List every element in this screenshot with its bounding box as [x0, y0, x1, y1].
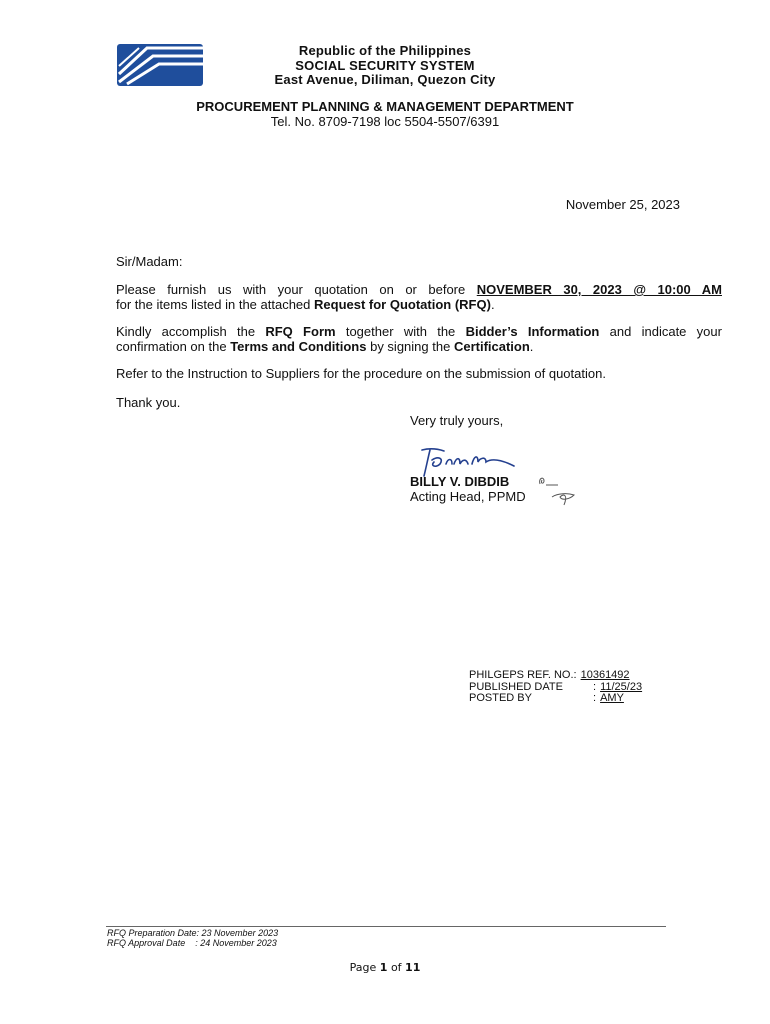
bidders-information: Bidder’s Information	[465, 324, 600, 339]
initials-mark-2	[550, 489, 578, 507]
letterhead	[0, 44, 770, 88]
signatory-block	[410, 474, 526, 504]
p2-text-b: together with the	[345, 324, 456, 339]
paragraph-2-line-2	[116, 339, 722, 354]
rfq-form: RFQ Form	[265, 324, 336, 339]
thank-you: Thank you.	[116, 395, 181, 410]
letter-date: November 25, 2023	[565, 197, 680, 212]
deadline: NOVEMBER 30, 2023 @ 10:00 AM	[476, 282, 722, 297]
telephone: Tel. No. 8709-7198 loc 5504-5507/6391	[270, 114, 500, 129]
posted-by-value: AMY	[600, 692, 624, 704]
ref-row-posted	[469, 693, 642, 705]
p2-text-a: Kindly accomplish the	[116, 324, 256, 339]
p1-text-a: Please furnish us with your quotation on or before	[116, 282, 466, 297]
p2-text-e: by signing the	[370, 339, 451, 354]
published-date-label: PUBLISHED DATE	[469, 680, 563, 693]
page-current: 1	[379, 961, 388, 974]
page-number	[0, 961, 770, 974]
posted-colon: :	[593, 692, 597, 704]
header-agency: SOCIAL SECURITY SYSTEM	[295, 57, 475, 73]
paragraph-1	[116, 282, 722, 312]
paragraph-1-line-2	[116, 297, 722, 312]
initials-mark-1	[536, 474, 560, 488]
p2-end: .	[529, 339, 534, 354]
p2-text-d: confirmation on the	[116, 339, 227, 354]
terms-and-conditions: Terms and Conditions	[230, 339, 367, 354]
salutation: Sir/Madam:	[116, 254, 183, 269]
paragraph-1-line-1	[116, 282, 722, 297]
paragraph-2	[116, 324, 722, 354]
page-of: of	[390, 961, 402, 974]
footer-prep-date: RFQ Preparation Date: 23 November 2023	[107, 928, 279, 938]
page-total: 11	[405, 961, 421, 974]
ref-number-value: 10361492	[580, 669, 630, 681]
philgeps-reference	[469, 670, 642, 705]
signatory-title: Acting Head, PPMD	[410, 489, 526, 504]
paragraph-2-line-1	[116, 324, 722, 339]
published-date-value: 11/25/23	[600, 680, 643, 693]
posted-by-label: POSTED BY	[469, 692, 532, 704]
paragraph-3: Refer to the Instruction to Suppliers for the procedure on the submission of quotation.	[116, 366, 606, 381]
department-block	[0, 99, 770, 129]
footer-approval-date: RFQ Approval Date : 24 November 2023	[107, 938, 277, 948]
published-colon: :	[593, 680, 597, 693]
header-republic: Republic of the Philippines	[298, 43, 472, 58]
ref-row-number	[469, 670, 642, 682]
p1-end: .	[490, 297, 495, 312]
signatory-name: BILLY V. DIBDIB	[410, 474, 510, 489]
ref-number-label: PHILGEPS REF. NO.:	[469, 669, 577, 681]
certification: Certification	[453, 339, 530, 354]
closing: Very truly yours,	[410, 413, 504, 428]
page-prefix: Page	[349, 961, 377, 974]
p2-text-c: and indicate your	[609, 324, 722, 339]
p1-text-b: for the items listed in the attached	[116, 297, 311, 312]
rfq-reference: Request for Quotation (RFQ)	[314, 297, 491, 312]
header-address: East Avenue, Diliman, Quezon City	[274, 72, 496, 87]
department-name: PROCUREMENT PLANNING & MANAGEMENT DEPARTMENT	[196, 99, 574, 114]
footer-rule	[106, 926, 666, 927]
